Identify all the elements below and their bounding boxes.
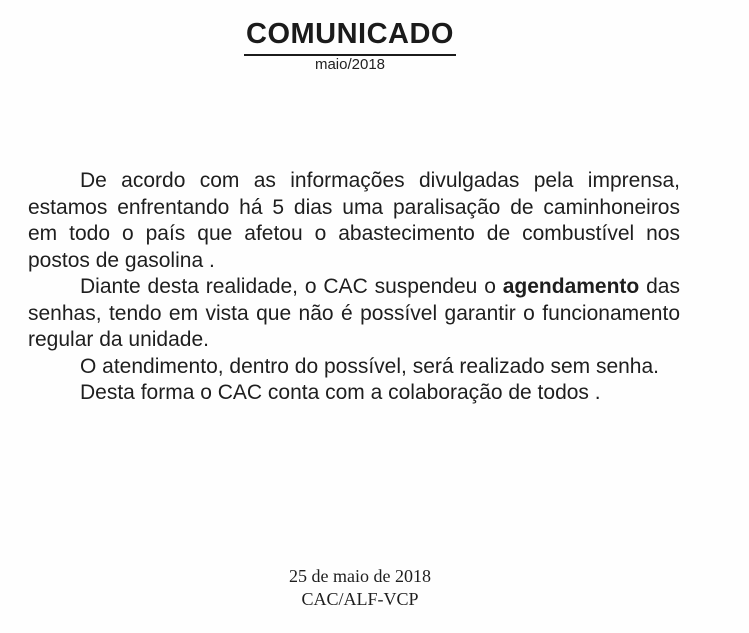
title-date: maio/2018 [314,56,386,73]
signature-date: 25 de maio de 2018 [289,566,431,586]
paragraph-2-part-1: Diante desta realidade, o CAC suspendeu o [80,275,496,298]
paragraph-2 [28,274,680,354]
notice-body [28,168,680,407]
paragraph-2-part-2: das senhas, tendo em vista que não é possível garantir o funcionamento regular da unidade. [28,275,680,351]
document-title [0,18,700,56]
paragraph-1: De acordo com as informações divulgadas pela imprensa, estamos enfrentando há 5 dias uma paralisação de caminhoneiros em todo o país que afetou o abastecimento de combustível nos postos de gasolina . [28,169,680,272]
paragraph-2-bold-term: agendamento [502,275,640,298]
title-text: COMUNICADO [244,18,456,56]
signature-org: CAC/ALF-VCP [301,589,419,609]
paragraph-4: Desta forma o CAC conta com a colaboração de todos . [80,381,601,404]
paragraph-3: O atendimento, dentro do possível, será realizado sem senha. [80,354,659,378]
